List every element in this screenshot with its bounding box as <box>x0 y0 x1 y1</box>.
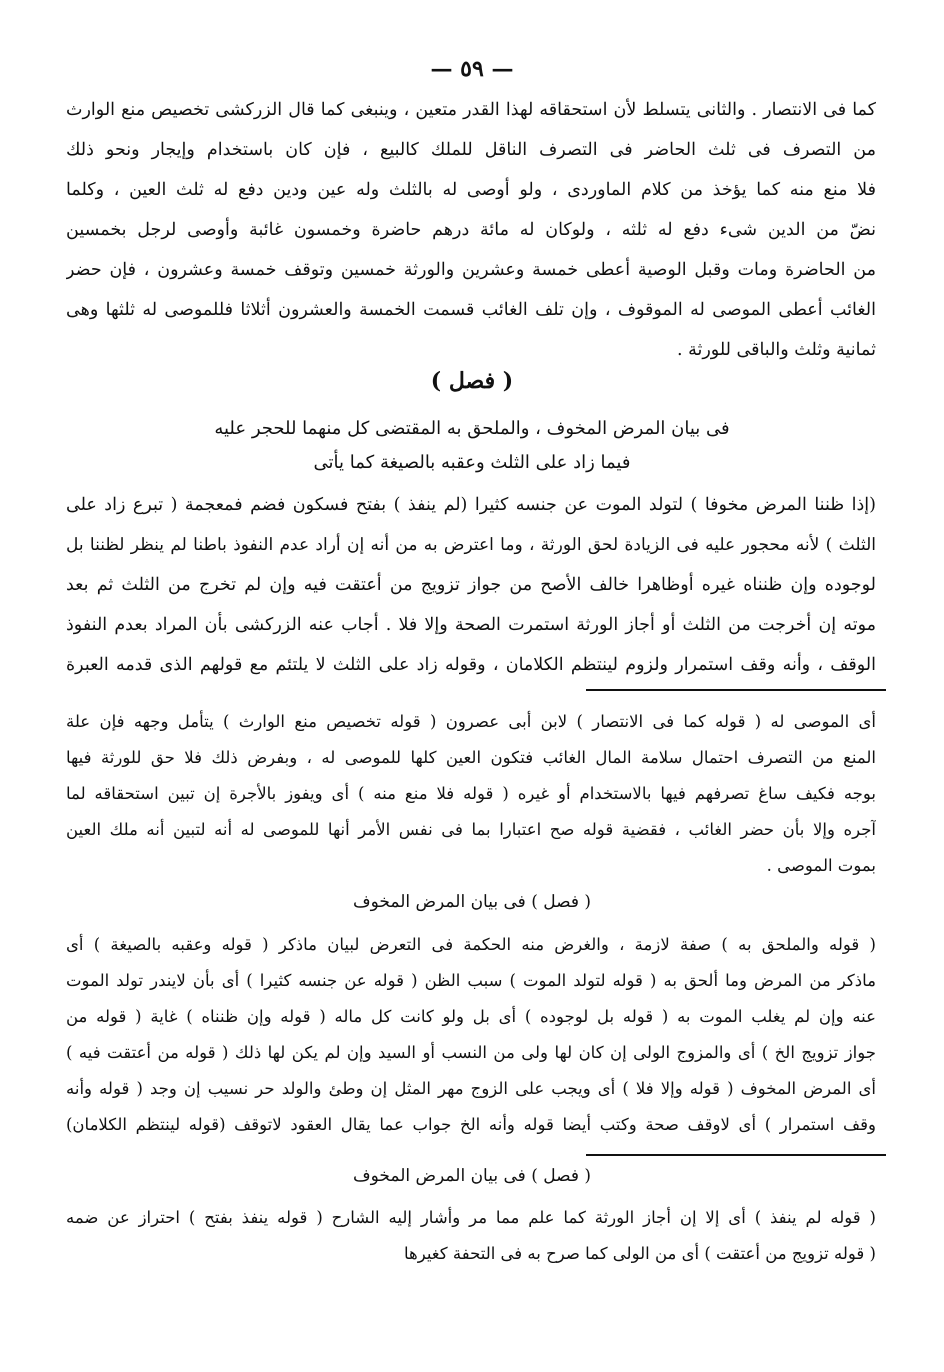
main-text-section <box>66 485 876 685</box>
text-line: من الحاضرة ومات وقبل الوصية أعطى خمسة وعشرين والورثة خمسين وتوقف خمسة وعشرون ، فإن حضر <box>66 260 876 280</box>
text-line: نضّ من الدين شىء دفع له ثلثه ، ولوكان له مائة درهم حاضرة وخمسون غائبة وأوصى لرجل بخمسين <box>66 220 876 240</box>
text-line: الوقف ، وأنه وقف استمرار ولزوم لينتظم الكلامان ، وقوله زاد على الثلث لا يلتئم مع قولهم الذى قدمه العبرة <box>66 655 876 675</box>
footnote-line: عنه وإن لم يغلب الموت به ( قوله بل لوجوده ) أى بل ولو كانت كل ماله ( قوله وإن ظنناه ) غاية ( قوله من <box>66 1007 876 1026</box>
text-line: الغائب أعطى الموصى له الموقوف ، وإن تلف الغائب قسمت الخمسة والعشرون أثلاثا فللموصى له ثلثها وهى <box>66 300 876 320</box>
footnote-heading: ( فصل ) فى بيان المرض المخوف <box>352 892 592 912</box>
text-line: (إذا ظننا المرض مخوفا ) لتولد الموت عن جنسه كثيرا (لم ينفذ ) بفتح فسكون فضم فمعجمة ( تبرع زاد على <box>66 495 876 515</box>
footnote-line: ( قوله تزويج من أعتقت ) أى من الولى كما صرح به فى التحفة كغيرها <box>404 1244 876 1263</box>
footnote-heading: ( فصل ) فى بيان المرض المخوف <box>352 1166 592 1186</box>
text-line: فلا منع منه كما يؤخذ من كلام الماوردى ، ولو أوصى له بالثلث وله عين ودين دفع له ثلث العين ، وكلما <box>66 180 876 200</box>
footnote-line: ( قوله والملحق به ) صفة لازمة ، والغرض منه الحكمة فى التعرض لبيان ماذكر ( قوله وعقبه بالصيغة ) أى <box>66 935 876 954</box>
text-line: ثمانية وثلث والباقى للورثة . <box>676 340 876 360</box>
text-line: الثلث ) لأنه محجور عليه فى الزيادة لحق الورثة ، وما اعترض به من أنه إن أراد عدم النفوذ باطنا لم ينظر لظننا بل <box>66 535 876 555</box>
footnote-line: بوجه فكيف ساغ تصرفهم فيها بالاستخدام أو غيره ( قوله فلا منع منه ) أى ويفوز بالأجرة إن تبين استحقاقه لما <box>66 784 876 803</box>
page-number: — ٥٩ — <box>430 56 514 82</box>
section-subtitle: فيما زاد على الثلث وعقبه بالصيغة كما يأتى <box>313 452 631 473</box>
footnote-line: أى المرض المخوف ( قوله وإلا فلا ) أى ويجب على الزوج مهر المثل إن وطئ والولد حر نسيب إن وجد ( قوله وأنه <box>66 1079 876 1098</box>
footnote-line: آجره وإلا بأن حضر الغائب ، فقضية قوله صح اعتبارا بما فى نفس الأمر أنها للموصى له أنه لتبين أنه ملك العين <box>66 820 876 839</box>
footnote-line: ماذكر من المرض وما ألحق به ( قوله لتولد الموت ) سبب الظن ( قوله عن جنسه كثيرا ) أى بأن لايندر تولد الموت <box>66 971 876 990</box>
text-line: كما فى الانتصار . والثانى يتسلط لأن استحقاقه لهذا القدر متعين ، وينبغى كما قال الزركشى تخصيص منع الوارث <box>66 100 876 120</box>
section-title: ( فصل ) <box>430 368 514 394</box>
footnote-divider <box>586 689 886 691</box>
section-subtitle: فى بيان المرض المخوف ، والملحق به المقتضى كل منهما للحجر عليه <box>214 418 730 439</box>
main-text-top <box>66 90 876 370</box>
footnote-block <box>66 927 876 1143</box>
footnote-line: أى الموصى له ( قوله كما فى الانتصار ) لابن أبى عصرون ( قوله تخصيص منع الوارث ) يتأمل وجهه فإن علة <box>66 712 876 731</box>
footnote-line: جواز تزويج الخ ) أى والمزوج الولى إن كان لها ولى من النسب أو السيد وإن لم يكن لها ذلك ( قوله من أعتقت فيه ) <box>66 1043 876 1062</box>
footnote-line: ( قوله لم ينفذ ) أى إلا إن أجاز الورثة كما علم مما مر وأشار إليه الشارح ( قوله ينفذ بفتح ) احتراز عن ضمه <box>66 1208 876 1227</box>
footnote-line: وقف استمرار ) أى لاوقف صحة وكتب أيضا قوله وأنه الخ جواب عما يقال العقود لاتوقف (قوله لينتظم الكلامان) <box>66 1115 876 1134</box>
footnote-block <box>66 704 876 884</box>
text-line: لوجوده وإن ظنناه غيره أوظاهرا خالف الأصح من جواز تزويج من أعتقت فيه وإن لم تخرج من الثلث ثم بعد <box>66 575 876 595</box>
footnote-divider <box>586 1154 886 1156</box>
footnote-line: المنع من التصرف احتمال سلامة المال الغائب فتكون العين كلها للموصى له ، وبفرض ذلك فلا حق للورثة فيها <box>66 748 876 767</box>
text-line: من التصرف فى ثلث الحاضر فى التصرف الناقل للملك كالبيع ، فإن كان باستخدام وإيجار ونحو ذلك <box>66 140 876 160</box>
footnote-line: بموت الموصى . <box>766 856 876 875</box>
text-line: موته إن أخرجت من الثلث أو أجاز الورثة استمرت الصحة وإلا فلا . أجاب عنه الزركشى بأن المراد بعدم النفوذ <box>66 615 876 635</box>
footnote-block <box>66 1200 876 1272</box>
